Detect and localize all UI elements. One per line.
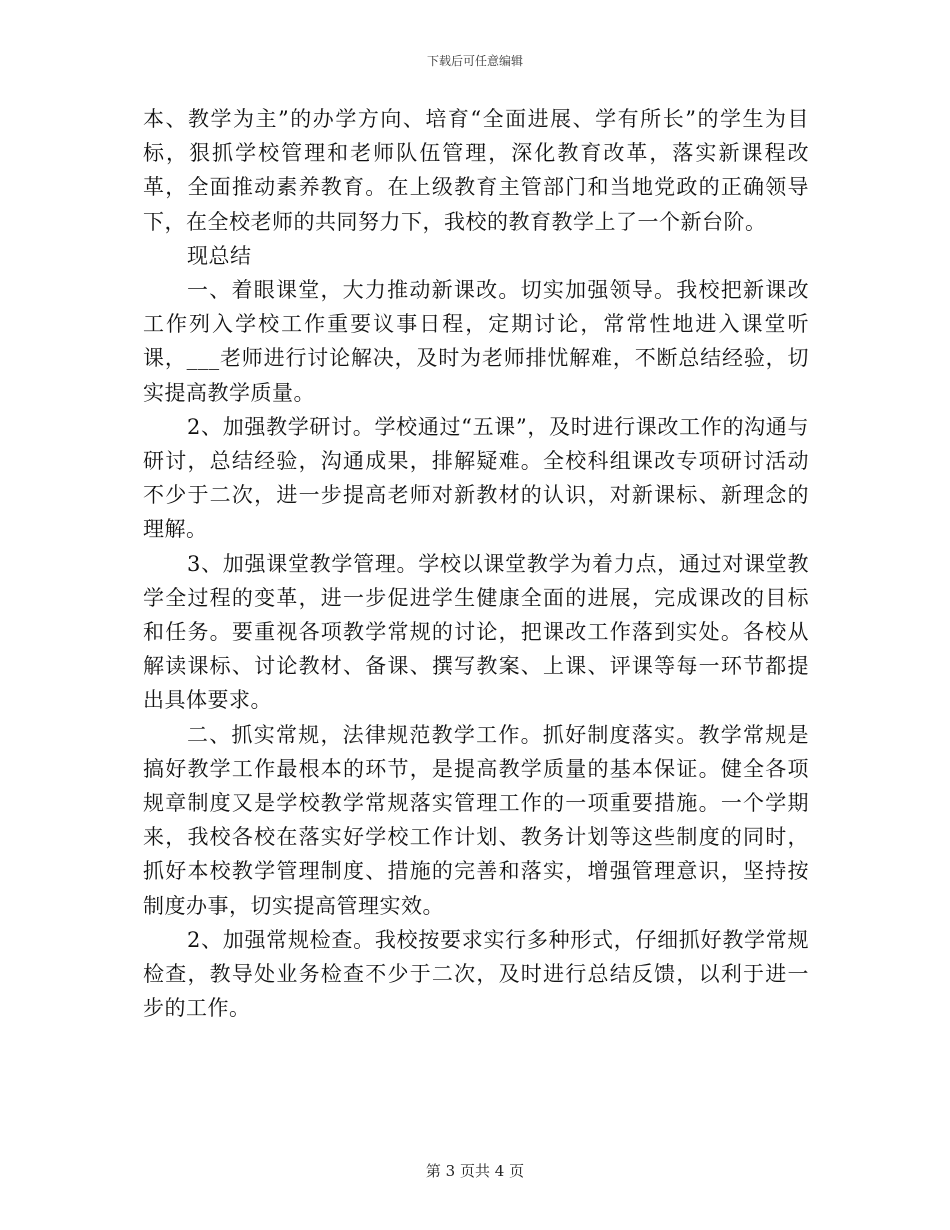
paragraph-routine-inspection: 2、加强常规检查。我校按要求实行多种形式，仔细抓好教学常规检查，教导处业务检查不少于二次，及时进行总结反馈，以利于进一步的工作。 xyxy=(143,927,809,1021)
paragraph-classroom-management: 3、加强课堂教学管理。学校以课堂教学为着力点，通过对课堂教学全过程的变革，进一步促进学生健康全面的进展，完成课改的目标和任务。要重视各项教学常规的讨论，把课改工作落到实处。各校从解读课标、讨论教材、备课、撰写教案、上课、评课等每一环节都提出具体要求。 xyxy=(143,551,809,713)
document-body xyxy=(143,102,809,1025)
paragraph-summary-heading: 现总结 xyxy=(187,243,252,268)
paragraph-section-one: 一、着眼课堂，大力推动新课改。切实加强领导。我校把新课改工作列入学校工作重要议事日程，定期讨论，常常性地进入课堂听课，___老师进行讨论解决，及时为老师排忧解难，不断总结经验，切实提高教学质量。 xyxy=(143,278,809,405)
paragraph-teaching-research: 2、加强教学研讨。学校通过“五课”，及时进行课改工作的沟通与研讨，总结经验，沟通成果，排解疑难。全校科组课改专项研讨活动不少于二次，进一步提高老师对新教材的认识，对新课标、新理念的理解。 xyxy=(143,414,809,542)
paragraph-intro-continuation: 本、教学为主”的办学方向、培育“全面进展、学有所长”的学生为目标，狠抓学校管理和老师队伍管理，深化教育改革，落实新课程改革，全面推动素养教育。在上级教育主管部门和当地党政的正确领导下，在全校老师的共同努力下，我校的教育教学上了一个新台阶。 xyxy=(143,107,809,234)
paragraph-section-two: 二、抓实常规，法律规范教学工作。抓好制度落实。教学常规是搞好教学工作最根本的环节，是提高教学质量的基本保证。健全各项规章制度又是学校教学常规落实管理工作的一项重要措施。一个学期来，我校各校在落实好学校工作计划、教务计划等这些制度的同时，抓好本校教学管理制度、措施的完善和落实，增强管理意识，坚持按制度办事，切实提高管理实效。 xyxy=(143,722,809,918)
page-header: 下载后可任意编辑 xyxy=(426,54,523,68)
page-number-footer: 第 3 页共 4 页 xyxy=(425,1162,525,1180)
